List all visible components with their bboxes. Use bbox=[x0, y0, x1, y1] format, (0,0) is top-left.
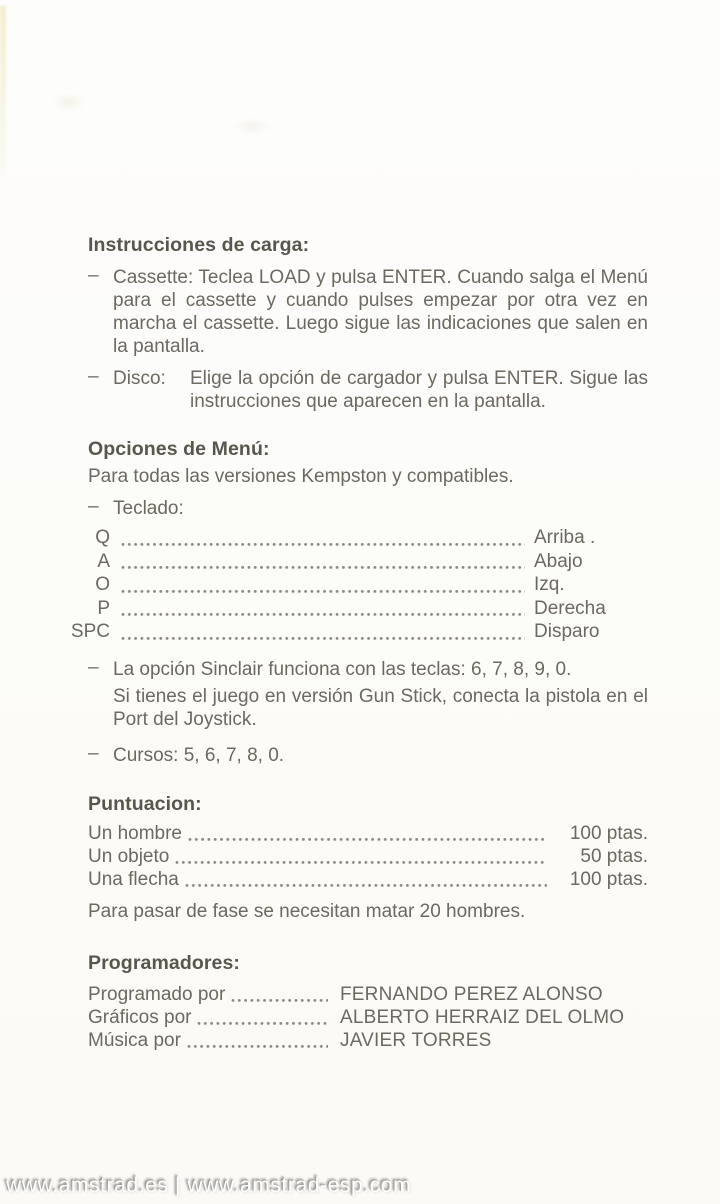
key-row bbox=[62, 620, 648, 644]
credit-row bbox=[88, 1029, 648, 1052]
key-mapping-table bbox=[62, 526, 648, 644]
dot-leader bbox=[121, 612, 525, 617]
key-row bbox=[62, 550, 648, 574]
score-value: 100 ptas. bbox=[569, 822, 648, 844]
key-action: Disparo bbox=[534, 621, 600, 642]
scan-smudge bbox=[52, 92, 86, 112]
score-row bbox=[88, 868, 648, 891]
keyboard-item bbox=[88, 497, 648, 520]
scan-smudge bbox=[232, 118, 272, 134]
section-scoring bbox=[88, 793, 648, 923]
sinclair-text: La opción Sinclair funciona con las teclas: 6, 7, 8, 9, 0. bbox=[113, 658, 572, 680]
scoring-note: Para pasar de fase se necesitan matar 20 hombres. bbox=[88, 900, 526, 922]
menu-intro: Para todas las versiones Kempston y compatibles. bbox=[88, 466, 514, 487]
bullet-dash: – bbox=[88, 656, 99, 678]
credits-heading: Programadores: bbox=[88, 951, 241, 974]
dot-leader bbox=[187, 1044, 328, 1049]
gunstick-text: Si tienes el juego en versión Gun Stick, conecta la pistola en el Port del Joystick. bbox=[113, 685, 648, 730]
key-action: Arriba . bbox=[534, 527, 596, 548]
key-row bbox=[62, 573, 648, 597]
key-action: Izq. bbox=[534, 574, 565, 595]
key-row bbox=[62, 526, 648, 550]
section-loading-instructions bbox=[88, 234, 648, 413]
score-item: Un objeto bbox=[88, 845, 170, 867]
bullet-dash: – bbox=[88, 742, 99, 764]
cassette-text: Cassette: Teclea LOAD y pulsa ENTER. Cuando salga el Menú para el cassette y cuando pulses empezar por otra vez en marcha el cassette. Luego sigue las indicaciones que salen en la pantalla. bbox=[113, 267, 648, 357]
menu-heading: Opciones de Menú: bbox=[88, 438, 270, 460]
score-item: Un hombre bbox=[88, 822, 182, 844]
credit-name: FERNANDO PEREZ ALONSO bbox=[340, 983, 603, 1005]
score-item: Una flecha bbox=[88, 868, 179, 890]
page-content bbox=[70, 234, 648, 1052]
credit-role: Gráficos por bbox=[88, 1006, 192, 1028]
cursors-text: Cursos: 5, 6, 7, 8, 0. bbox=[113, 744, 285, 766]
dot-leader bbox=[188, 837, 547, 842]
disk-text: Elige la opción de cargador y pulsa ENTER. Sigue las instrucciones que aparecen en la pantalla. bbox=[190, 368, 648, 412]
credit-role-cell bbox=[88, 983, 328, 1006]
credit-row bbox=[88, 1006, 648, 1029]
scoring-heading: Puntuacion: bbox=[88, 792, 202, 815]
key-action: Abajo bbox=[534, 550, 583, 572]
credit-role-cell bbox=[88, 1006, 328, 1029]
section-menu-options bbox=[70, 438, 648, 767]
score-table bbox=[88, 822, 648, 891]
key-name: O bbox=[95, 574, 110, 595]
disk-label: Disco: bbox=[113, 368, 166, 389]
key-name: P bbox=[97, 597, 110, 619]
credit-role: Música por bbox=[88, 1029, 181, 1051]
dot-leader bbox=[121, 636, 525, 641]
bullet-dash: – bbox=[88, 366, 99, 387]
key-name: Q bbox=[95, 527, 110, 548]
dot-leader bbox=[121, 589, 525, 594]
section-credits bbox=[88, 952, 648, 1052]
credit-role: Programado por bbox=[88, 983, 226, 1005]
disk-item bbox=[88, 367, 648, 413]
key-name: A bbox=[97, 550, 110, 572]
score-row bbox=[88, 822, 648, 845]
scan-edge-artifact bbox=[0, 6, 6, 176]
key-row bbox=[62, 597, 648, 621]
loading-heading: Instrucciones de carga: bbox=[88, 234, 310, 256]
credit-name: JAVIER TORRES bbox=[340, 1029, 492, 1051]
score-value: 50 ptas. bbox=[580, 845, 648, 867]
key-action: Derecha bbox=[534, 597, 606, 619]
credit-row bbox=[88, 983, 648, 1006]
score-row bbox=[88, 845, 648, 868]
sinclair-item bbox=[88, 658, 648, 681]
dot-leader bbox=[121, 542, 525, 547]
dot-leader bbox=[231, 998, 328, 1003]
key-name: SPC bbox=[70, 621, 110, 642]
score-value: 100 ptas. bbox=[569, 868, 648, 890]
watermark-urls: www.amstrad.es | www.amstrad-esp.com bbox=[6, 1174, 412, 1197]
dot-leader bbox=[185, 883, 547, 888]
credit-name: ALBERTO HERRAIZ DEL OLMO bbox=[340, 1006, 625, 1028]
dot-leader bbox=[175, 860, 547, 865]
credits-table bbox=[88, 983, 648, 1052]
dot-leader bbox=[121, 565, 525, 570]
keyboard-label: Teclado: bbox=[113, 498, 184, 519]
credit-role-cell bbox=[88, 1029, 328, 1052]
bullet-dash: – bbox=[88, 496, 99, 517]
cursors-item bbox=[88, 744, 648, 767]
bullet-dash: – bbox=[88, 265, 99, 286]
dot-leader bbox=[197, 1021, 328, 1026]
cassette-item bbox=[88, 266, 648, 358]
